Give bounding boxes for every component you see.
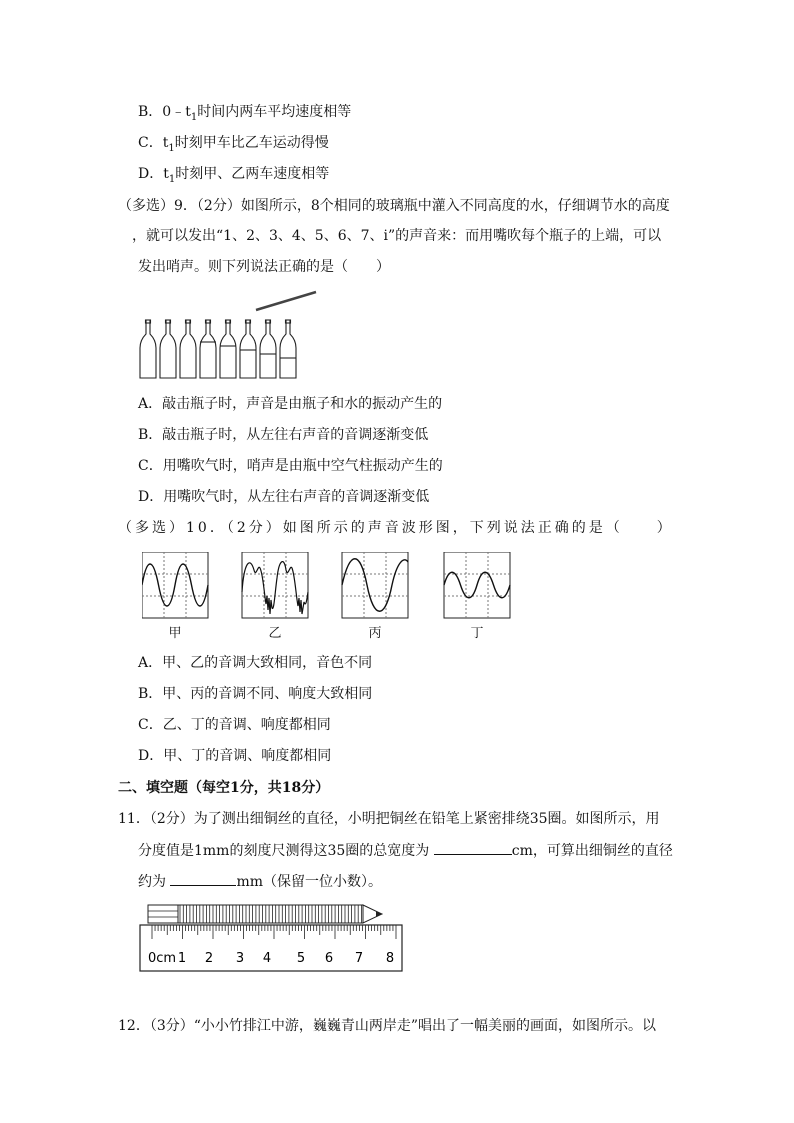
- q11-stem-line-1: 11．（2分）为了测出细铜丝的直径，小明把铜丝在铅笔上紧密排绕35圈。如图所示，用: [118, 811, 660, 827]
- q8-option-b: B．$0﹣t_1$时间内两车平均速度相等: [138, 104, 352, 123]
- waveform-label-bing: 丙: [368, 626, 382, 641]
- waveform-yi: [242, 552, 308, 618]
- q10-option-b: B．甲、丙的音调不同、响度大致相同: [138, 686, 373, 702]
- bottle-4: [200, 320, 216, 378]
- q12-stem-line-1: 12．（3分）“小小竹排江中游，巍巍青山两岸走”唱出了一幅美丽的画面，如图所示。以: [118, 1018, 657, 1034]
- answer-blank-diameter[interactable]: [170, 871, 236, 886]
- q9-option-c: C．用嘴吹气时，哨声是由瓶中空气柱振动产生的: [138, 458, 443, 474]
- q9-option-a: A．敲击瓶子时，声音是由瓶子和水的振动产生的: [138, 396, 443, 412]
- bottle-1: [140, 320, 156, 378]
- ruler-label-1: 1: [177, 951, 187, 966]
- answer-blank-total-width[interactable]: [434, 840, 512, 855]
- waveform-bing: [342, 552, 408, 618]
- bottle-6: [240, 320, 256, 378]
- bottle-3: [180, 320, 196, 378]
- q10-stem: （多选）10．（2分）如图所示的声音波形图，下列说法正确的是（ ）: [118, 520, 674, 536]
- ruler-label-2: 2: [204, 951, 214, 966]
- ruler-figure: [138, 903, 406, 975]
- waveform-ding: [444, 552, 510, 618]
- ruler-label-5: 5: [296, 951, 306, 966]
- q11-stem-line-3: 约为 mm（保留一位小数）。: [138, 871, 382, 892]
- q10-option-a: A．甲、乙的音调大致相同，音色不同: [138, 655, 373, 671]
- waveforms-figure: [142, 552, 512, 620]
- bottles-figure: [132, 288, 322, 384]
- q9-option-b: B．敲击瓶子时，从左往右声音的音调逐渐变低: [138, 427, 429, 443]
- ruler-label-8: 8: [385, 951, 395, 966]
- ruler-label-3: 3: [235, 951, 245, 966]
- q9-stem-line-2: ，就可以发出“1、2、3、4、5、6、7、i”的声音来：而用嘴吹每个瓶子的上端，可以: [132, 228, 662, 244]
- q11-stem-line-2: 分度值是1mm的刻度尺测得这35圈的总宽度为 cm，可算出细铜丝的直径: [138, 840, 673, 861]
- q9-stem-line-3: 发出哨声。则下列说法正确的是（ ）: [138, 259, 390, 275]
- ruler-label-6: 6: [324, 951, 334, 966]
- waveform-label-jia: 甲: [168, 626, 182, 641]
- q8-option-d: D．$t_1$时刻甲、乙两车速度相等: [138, 166, 330, 185]
- q10-option-c: C．乙、丁的音调、响度都相同: [138, 717, 331, 733]
- waveform-label-yi: 乙: [268, 626, 282, 641]
- bottle-7: [260, 320, 276, 378]
- waveform-jia: [142, 552, 208, 618]
- q8-option-c: C．$t_1$时刻甲车比乙车运动得慢: [138, 135, 329, 154]
- bottle-5: [220, 320, 236, 378]
- q9-option-d: D．用嘴吹气时，从左往右声音的音调逐渐变低: [138, 489, 430, 505]
- ruler-label-0: 0cm: [148, 951, 177, 966]
- ruler-label-4: 4: [262, 951, 272, 966]
- section-heading-fill-in: 二、填空题（每空1分，共18分）: [118, 780, 330, 796]
- bottle-2: [160, 320, 176, 378]
- q10-option-d: D．甲、丁的音调、响度都相同: [138, 748, 332, 764]
- ruler-label-7: 7: [354, 951, 364, 966]
- q9-stem-line-1: （多选）9．（2分）如图所示，8个相同的玻璃瓶中灌入不同高度的水，仔细调节水的高度: [118, 198, 670, 214]
- bottle-8: [280, 320, 296, 378]
- waveform-label-ding: 丁: [470, 626, 484, 641]
- striking-stick: [256, 292, 316, 310]
